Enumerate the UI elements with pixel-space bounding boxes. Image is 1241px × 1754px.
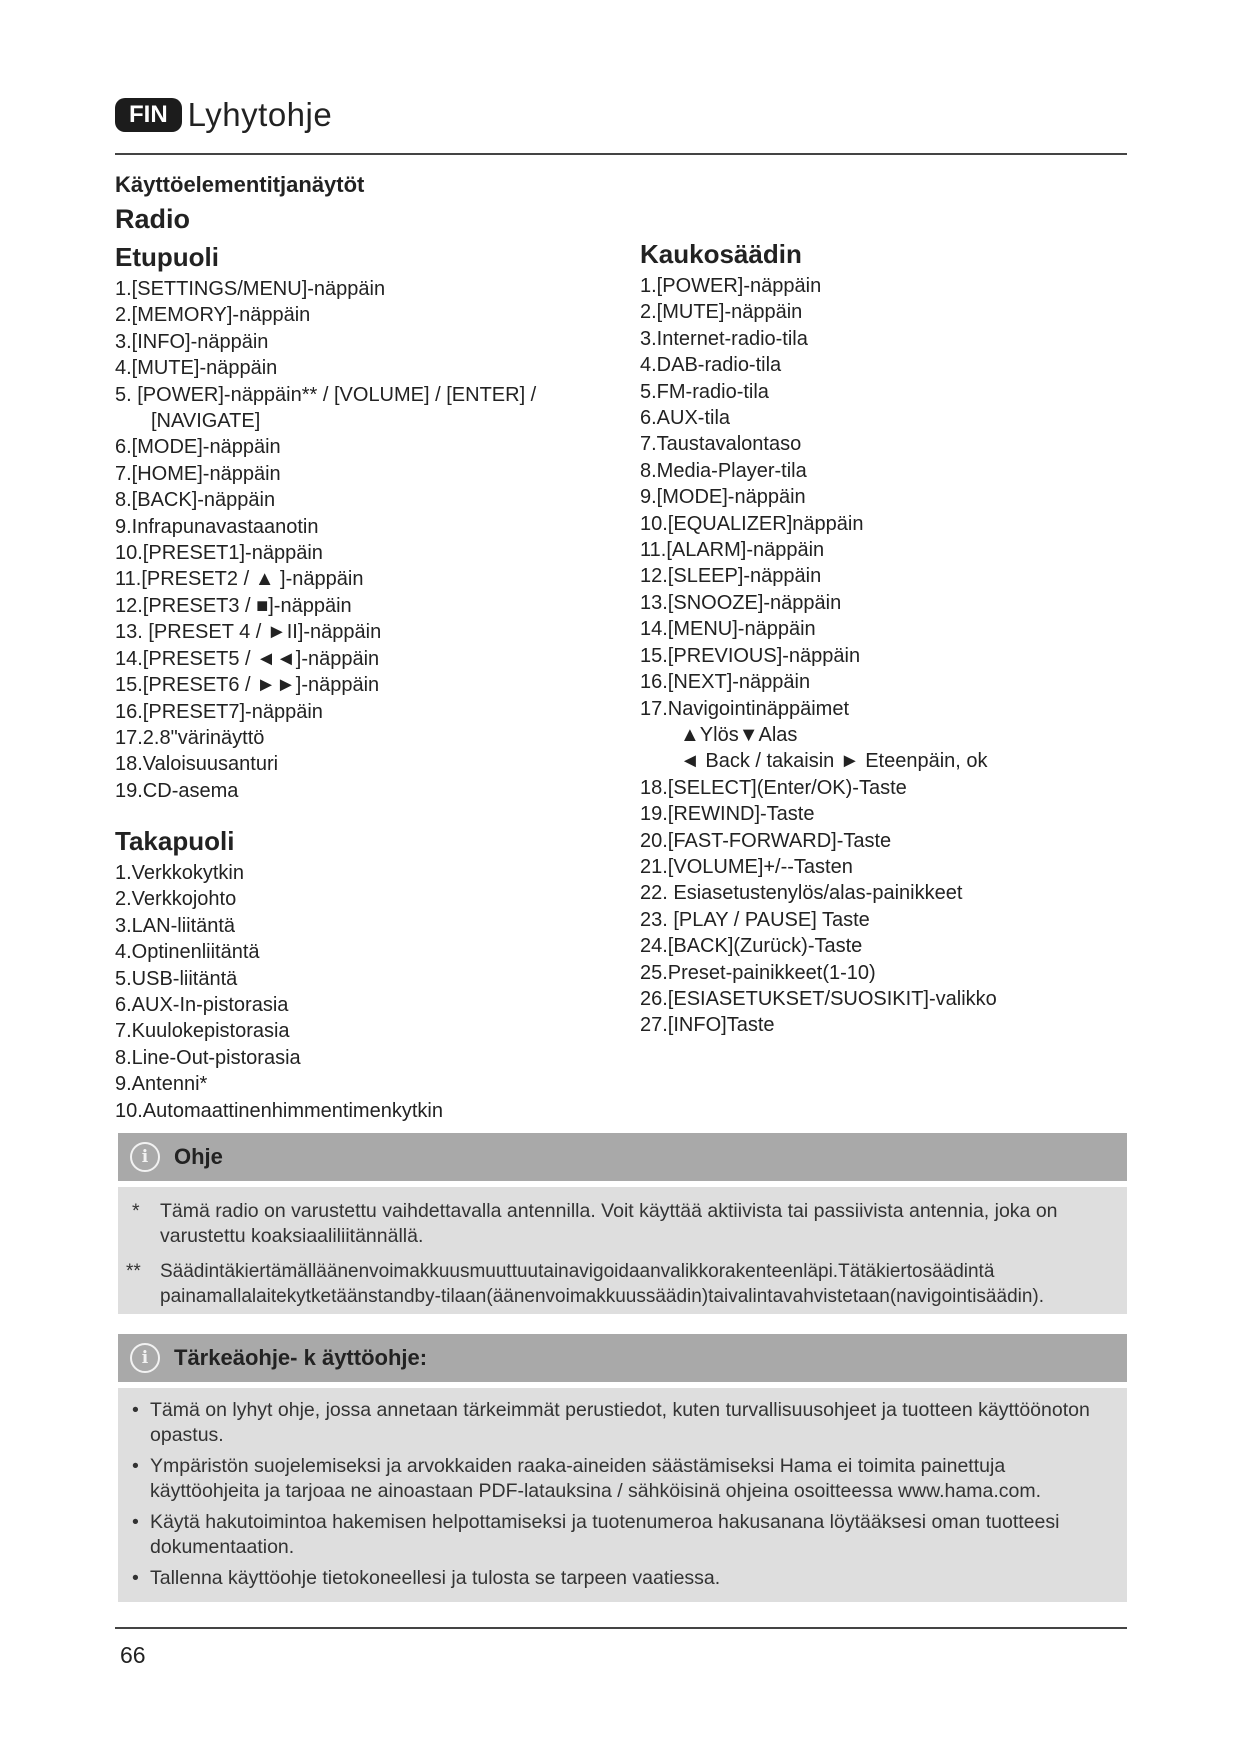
list-item: 6.AUX-tila	[640, 407, 731, 430]
list-item: 4.[MUTE]-näppäin	[115, 357, 278, 380]
list-item: 9.[MODE]-näppäin	[640, 486, 806, 509]
back-heading: Takapuoli	[115, 826, 235, 856]
list-item: 10.Automaattinenhimmentimenkytkin	[115, 1099, 443, 1122]
list-item: 13. [PRESET 4 / ►II]-näppäin	[115, 621, 382, 644]
list-item: 3.LAN-liitäntä	[115, 914, 236, 937]
note-text: Tämä radio on varustettu vaihdettavalla antennilla. Voit käyttää aktiivista tai passiivista antennia, joka on varustettu koaksiaaliliitännällä.	[160, 1200, 1058, 1247]
list-item: 12.[PRESET3 / ■]-näppäin	[115, 594, 352, 617]
footnote-mark: **	[126, 1261, 141, 1282]
header-divider	[115, 153, 1127, 155]
list-item: 14.[MENU]-näppäin	[640, 618, 816, 641]
list-item: 13.[SNOOZE]-näppäin	[640, 591, 842, 614]
list-item-continuation: [NAVIGATE]	[151, 410, 261, 433]
remote-list	[640, 273, 997, 1039]
list-item: 12.[SLEEP]-näppäin	[640, 565, 822, 588]
list-item: ▲Ylös▼Alas	[680, 723, 798, 746]
page-header	[115, 96, 332, 134]
list-item: 3.[INFO]-näppäin	[115, 330, 269, 353]
info-icon: i	[130, 1343, 160, 1373]
list-item: 4.DAB-radio-tila	[640, 354, 782, 377]
note-title: Ohje	[174, 1144, 223, 1169]
document-title: Lyhytohje	[187, 96, 333, 133]
list-item: ◄ Back / takaisin ► Eteenpäin, ok	[680, 750, 988, 773]
important-title: Tärkeäohje- k äyttöohje:	[174, 1345, 428, 1370]
list-item: 7.[HOME]-näppäin	[115, 462, 281, 485]
list-item	[115, 408, 536, 434]
list-item: 8.Media-Player-tila	[640, 459, 807, 482]
note-header	[118, 1133, 1127, 1181]
list-item: 1.Verkkokytkin	[115, 862, 244, 884]
back-list	[115, 860, 443, 1124]
list-item: 4.Optinenliitäntä	[115, 941, 260, 964]
footnote-mark: *	[132, 1200, 140, 1222]
list-item: 11.[ALARM]-näppäin	[640, 539, 825, 562]
list-item: 20.[FAST-FORWARD]-Taste	[640, 829, 892, 852]
front-section	[115, 240, 536, 804]
list-item: • Tämä on lyhyt ohje, jossa annetaan tärkeimmät perustiedot, kuten turvallisuusohjeet ja tuotteen käyttöönoton opastus.	[122, 1398, 1112, 1448]
list-item: 7.Kuulokepistorasia	[115, 1020, 290, 1043]
list-item: 10.[PRESET1]-näppäin	[115, 542, 323, 565]
important-header	[118, 1334, 1127, 1382]
list-item: 6.[MODE]-näppäin	[115, 436, 281, 459]
note-body	[118, 1187, 1127, 1314]
list-item: 2.Verkkojohto	[115, 888, 237, 911]
remote-heading: Kaukosäädin	[640, 239, 802, 269]
list-item: 27.[INFO]Taste	[640, 1014, 775, 1037]
list-item: 24.[BACK](Zurück)-Taste	[640, 935, 863, 958]
language-badge: FIN	[115, 98, 182, 132]
list-item: • Käytä hakutoimintoa hakemisen helpottamiseksi ja tuotenumeroa hakusanana löytääksesi oman tuotteesi dokumentaation.	[122, 1510, 1112, 1560]
list-item: 11.[PRESET2 / ▲ ]-näppäin	[115, 568, 364, 591]
front-list	[115, 276, 536, 804]
list-item: 25.Preset-painikkeet(1-10)	[640, 961, 876, 984]
list-item: 9.Infrapunavastaanotin	[115, 515, 319, 538]
remote-section	[640, 237, 997, 1039]
note-text: Säädintäkiertämälläänenvoimakkuusmuuttuutainavigoidaanvalikkorakenteenläpi.Tätäkiertosäädintä painamallalaitekytketäänstandby-tilaan(äänenvoimakkuussäädin)taivalintavahvistetaan(navigointisäädin).	[160, 1261, 1045, 1307]
section-heading: Käyttöelementitjanäytöt	[115, 172, 365, 197]
note-paragraph	[126, 1199, 1116, 1249]
important-body	[118, 1388, 1127, 1602]
list-item: 16.[PRESET7]-näppäin	[115, 700, 323, 723]
page-number: 66	[120, 1642, 146, 1668]
list-item: 15.[PREVIOUS]-näppäin	[640, 644, 861, 667]
list-item: 2.[MUTE]-näppäin	[640, 301, 803, 324]
list-item: • Ympäristön suojelemiseksi ja arvokkaiden raaka-aineiden säästämiseksi Hama ei toimita painettuja käyttöohjeita ja tarjoaa ne ainoastaan PDF-latauksina / sähköisinä ohjeina osoitteessa www.hama.com.	[122, 1454, 1112, 1504]
list-item: 15.[PRESET6 / ►►]-näppäin	[115, 674, 380, 697]
list-item: 16.[NEXT]-näppäin	[640, 671, 811, 694]
note-paragraph	[126, 1259, 1126, 1309]
list-item: 1.[SETTINGS/MENU]-näppäin	[115, 278, 386, 300]
list-item: 8.[BACK]-näppäin	[115, 489, 276, 512]
list-item: 18.Valoisuusanturi	[115, 753, 279, 776]
list-item: 5.USB-liitäntä	[115, 967, 238, 990]
footer-divider	[115, 1627, 1127, 1629]
list-item: 19.CD-asema	[115, 779, 239, 802]
list-item: 6.AUX-In-pistorasia	[115, 994, 289, 1017]
list-item: 21.[VOLUME]+/--Tasten	[640, 855, 853, 878]
list-item: 3.Internet-radio-tila	[640, 327, 808, 350]
important-list	[122, 1398, 1112, 1597]
list-item: 17.Navigointinäppäimet	[640, 697, 850, 720]
list-item: • Tallenna käyttöohje tietokoneellesi ja tulosta se tarpeen vaatiessa.	[122, 1566, 1112, 1591]
radio-heading: Radio	[115, 204, 191, 234]
back-section	[115, 824, 443, 1124]
front-heading: Etupuoli	[115, 242, 219, 272]
list-item: 2.[MEMORY]-näppäin	[115, 304, 311, 327]
list-item: 17.2.8"värinäyttö	[115, 726, 265, 749]
list-item: 5.FM-radio-tila	[640, 380, 769, 403]
list-item: 7.Taustavalontaso	[640, 433, 802, 456]
list-item: 18.[SELECT](Enter/OK)-Taste	[640, 776, 907, 799]
list-item: 10.[EQUALIZER]näppäin	[640, 512, 864, 535]
list-item: 22. Esiasetustenylös/alas-painikkeet	[640, 882, 963, 905]
list-item: 8.Line-Out-pistorasia	[115, 1046, 301, 1069]
list-item: 23. [PLAY / PAUSE] Taste	[640, 908, 870, 931]
list-item: 14.[PRESET5 / ◄◄]-näppäin	[115, 647, 380, 670]
list-item: 26.[ESIASETUKSET/SUOSIKIT]-valikko	[640, 987, 997, 1010]
list-item: 9.Antenni*	[115, 1073, 208, 1096]
info-icon: i	[130, 1142, 160, 1172]
list-item: 1.[POWER]-näppäin	[640, 275, 822, 297]
list-item: 5. [POWER]-näppäin** / [VOLUME] / [ENTER] /	[115, 383, 537, 406]
list-item: 19.[REWIND]-Taste	[640, 803, 815, 826]
